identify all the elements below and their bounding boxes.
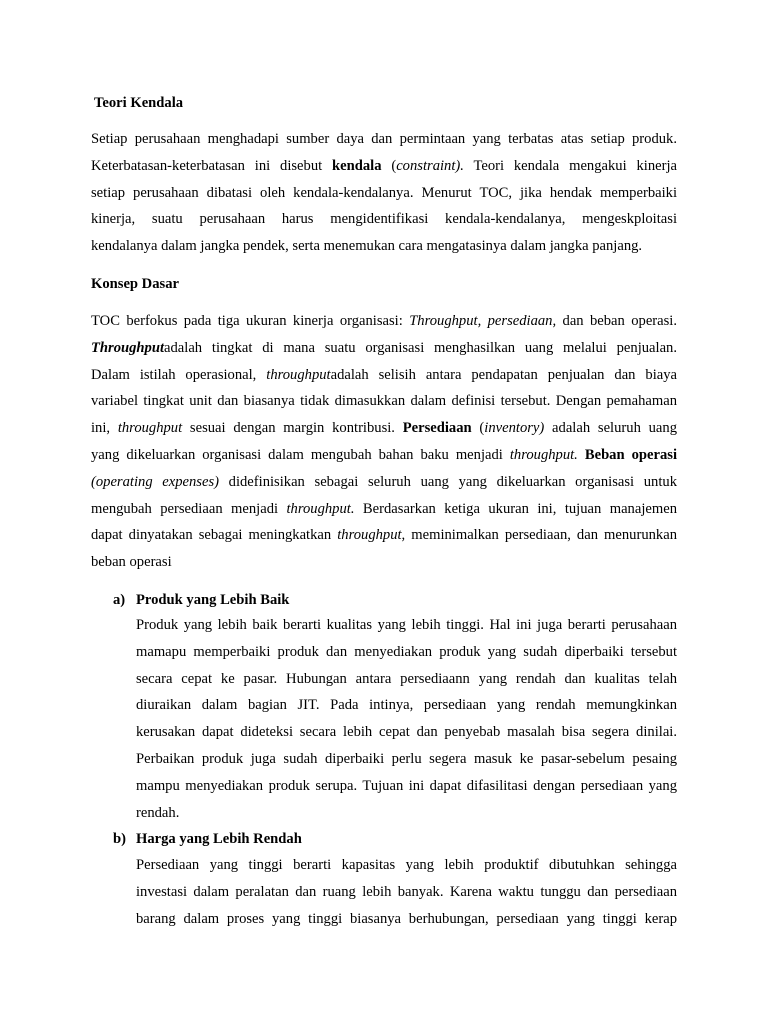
text-line: kinerja, suatu perusahaan harus mengidentifikasi kendala-kendalanya, mengeskploitasi [91, 211, 677, 228]
text-line: TOC berfokus pada tiga ukuran kinerja organisasi: Throughput, persediaan, dan beban operasi. [91, 313, 678, 329]
list-body-produk [136, 612, 677, 826]
list-label-a: a) [113, 592, 126, 608]
list-body-harga [136, 852, 677, 932]
text-line: Setiap perusahaan menghadapi sumber daya dan permintaan yang terbatas atas setiap produk. [91, 131, 677, 147]
text-line: mengubah persediaan menjadi throughput. Berdasarkan ketiga ukuran ini, tujuan manajemen [91, 500, 677, 517]
list-title-harga: Harga yang Lebih Rendah [136, 831, 302, 847]
text-line: beban operasi [91, 554, 172, 571]
text-line: Throughputadalah tingkat di mana suatu organisasi menghasilkan uang melalui penjualan. [91, 339, 677, 356]
text-line: variabel tingkat unit dan biasanya tidak dimasukkan dalam definisi tersebut. Dengan pemahaman [91, 393, 677, 410]
list-title-produk: Produk yang Lebih Baik [136, 592, 290, 608]
text-line: dapat dinyatakan sebagai meningkatkan throughput, meminimalkan persediaan, dan menurunkan [91, 527, 677, 544]
text-line: barang dalam proses yang tinggi biasanya berhubungan, persediaan yang tinggi kerap [136, 910, 677, 927]
paragraph-konsep-dasar [91, 308, 677, 576]
text-line: investasi dalam peralatan dan ruang lebih banyak. Karena waktu tunggu dan persediaan [136, 883, 677, 900]
text-line: yang dikeluarkan organisasi dalam mengubah bahan baku menjadi throughput. Beban operasi [91, 446, 678, 463]
text-line: mamapu memperbaiki produk dan menyediakan produk yang sudah diperbaiki tersebut [136, 643, 677, 660]
section-heading-teori-kendala: Teori Kendala [94, 95, 184, 111]
text-line: Produk yang lebih baik berarti kualitas yang lebih tinggi. Hal ini juga berarti perusahaan [136, 617, 677, 633]
text-line: mampu menyediakan produk serupa. Tujuan ini dapat difasilitasi dengan persediaan yang [136, 777, 677, 794]
text-line: (operating expenses) didefinisikan sebagai seluruh uang yang dikeluarkan organisasi untuk [91, 473, 677, 490]
text-line: kerusakan dapat dideteksi secara lebih cepat dan penyebab masalah bisa segera dinilai. [136, 724, 677, 741]
text-line: rendah. [136, 804, 180, 821]
section-heading-konsep-dasar: Konsep Dasar [91, 276, 179, 292]
paragraph-teori-kendala [91, 126, 677, 260]
text-line: Keterbatasan-keterbatasan ini disebut kendala (constraint). Teori kendala mengakui kinerja [91, 157, 677, 174]
text-line: Perbaikan produk juga sudah diperbaiki perlu segera masuk ke pasar-sebelum pesaing [136, 750, 677, 767]
text-line: Dalam istilah operasional, throughputadalah selisih antara pendapatan penjualan dan biaya [91, 366, 678, 383]
text-line: secara cepat ke pasar. Hubungan antara persediaann yang rendah dan kualitas telah [136, 670, 677, 687]
text-line: diuraikan dalam bagian JIT. Pada intinya, persediaan yang rendah memungkinkan [136, 697, 677, 714]
text-line: Persediaan yang tinggi berarti kapasitas yang lebih produktif dibutuhkan sehingga [136, 857, 677, 873]
text-line: setiap perusahaan dibatasi oleh kendala-kendalanya. Menurut TOC, jika hendak memperbaiki [91, 184, 677, 201]
list-label-b: b) [113, 831, 126, 847]
text-line: ini, throughput sesuai dengan margin kontribusi. Persediaan (inventory) adalah seluruh uang [91, 420, 678, 437]
text-line: kendalanya dalam jangka pendek, serta menemukan cara mengatasinya dalam jangka panjang. [91, 238, 643, 255]
